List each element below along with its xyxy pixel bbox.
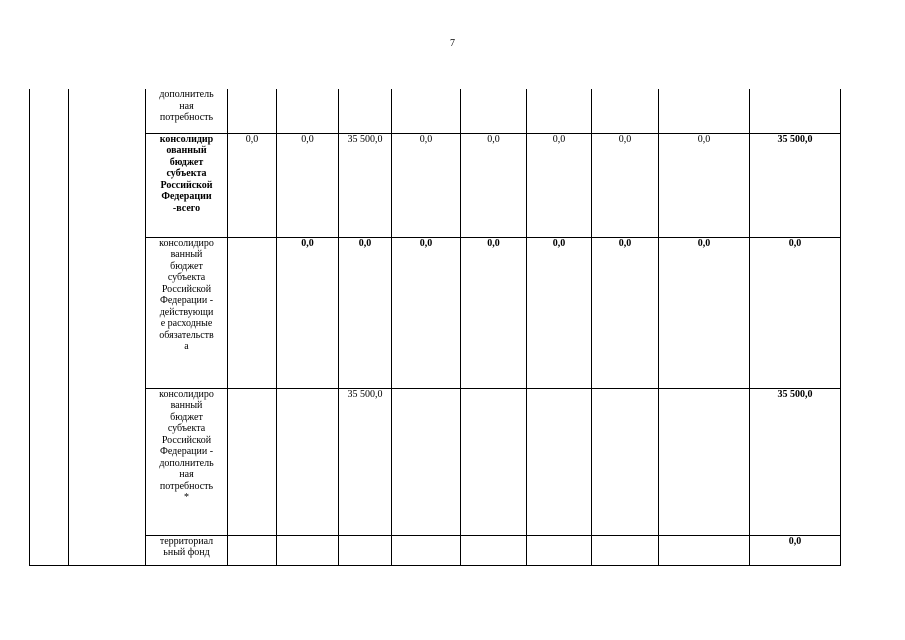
value-cell: 0,0	[461, 237, 527, 388]
value-cell	[461, 388, 527, 535]
value-cell	[659, 89, 750, 133]
value-cell	[228, 237, 277, 388]
label-line: потребность	[159, 480, 214, 492]
label-line: консолидиро	[159, 388, 214, 400]
label-line: *	[184, 492, 189, 503]
value-cell: 0,0	[659, 133, 750, 237]
row-label	[146, 133, 228, 237]
label-line: ьный фонд	[163, 547, 210, 558]
row-label	[146, 89, 228, 133]
value-cell	[527, 89, 592, 133]
value-cell: 0,0	[527, 237, 592, 388]
label-line: дополнитель	[159, 457, 214, 469]
value-cell: 0,0	[592, 237, 659, 388]
value-cell	[592, 89, 659, 133]
label-line: дополнитель	[159, 89, 214, 100]
value-cell	[527, 535, 592, 565]
table-row	[30, 535, 841, 565]
label-line: Российской	[161, 283, 212, 295]
table-cell-empty	[69, 388, 146, 535]
label-line: Российской	[161, 434, 212, 446]
value-cell	[392, 388, 461, 535]
table-cell-empty	[30, 237, 69, 388]
value-cell	[527, 388, 592, 535]
value-cell	[228, 535, 277, 565]
label-line: потребность	[159, 112, 214, 123]
label-line: Федерации	[161, 191, 212, 202]
value-cell	[592, 535, 659, 565]
total-cell: 35 500,0	[750, 133, 841, 237]
label-line: консолидиро	[159, 237, 214, 249]
total-cell	[750, 89, 841, 133]
label-line: бюджет	[170, 411, 203, 423]
label-line: ванный	[170, 400, 203, 411]
table-cell-empty	[69, 535, 146, 565]
value-cell	[659, 535, 750, 565]
page-number: 7	[450, 38, 455, 49]
row-label	[146, 388, 228, 535]
label-line: Российской	[160, 179, 213, 191]
value-cell: 0,0	[592, 133, 659, 237]
table-row	[30, 89, 841, 133]
table-row	[30, 237, 841, 388]
value-cell	[228, 388, 277, 535]
label-line: субъекта	[167, 272, 206, 283]
value-cell	[339, 535, 392, 565]
label-line: бюджет	[169, 156, 204, 168]
value-cell: 0,0	[659, 237, 750, 388]
table-cell-empty	[30, 535, 69, 565]
value-cell	[461, 535, 527, 565]
label-line: ванный	[170, 249, 203, 260]
value-cell	[277, 535, 339, 565]
value-cell: 0,0	[461, 133, 527, 237]
label-line: -всего	[172, 202, 201, 214]
label-line: субъекта	[167, 423, 206, 434]
table-cell-empty	[69, 237, 146, 388]
table-row	[30, 133, 841, 237]
value-cell: 0,0	[339, 237, 392, 388]
value-cell	[392, 535, 461, 565]
label-line: а	[184, 341, 189, 352]
value-cell: 0,0	[392, 237, 461, 388]
row-label	[146, 237, 228, 388]
label-line: обязательств	[159, 329, 214, 341]
total-cell: 0,0	[750, 237, 841, 388]
value-cell: 0,0	[392, 133, 461, 237]
value-cell: 35 500,0	[339, 133, 392, 237]
label-line: субъекта	[166, 168, 207, 179]
value-cell	[277, 388, 339, 535]
table-cell-empty	[69, 89, 146, 133]
label-line: Федерации -	[159, 295, 214, 306]
value-cell	[592, 388, 659, 535]
label-line: е расходные	[160, 318, 213, 329]
label-line: действующи	[159, 306, 214, 318]
value-cell	[228, 89, 277, 133]
row-label	[146, 535, 228, 565]
label-line: ная	[179, 469, 194, 480]
table-cell-empty	[30, 388, 69, 535]
budget-table	[29, 89, 841, 566]
value-cell: 0,0	[277, 237, 339, 388]
table-cell-empty	[30, 133, 69, 237]
total-cell: 35 500,0	[750, 388, 841, 535]
table-cell-empty	[69, 133, 146, 237]
value-cell	[392, 89, 461, 133]
value-cell	[461, 89, 527, 133]
value-cell	[659, 388, 750, 535]
table-cell-empty	[30, 89, 69, 133]
label-line: консолидир	[159, 133, 214, 145]
table-row	[30, 388, 841, 535]
value-cell: 35 500,0	[339, 388, 392, 535]
label-line: бюджет	[170, 260, 203, 272]
total-cell: 0,0	[750, 535, 841, 565]
value-cell	[277, 89, 339, 133]
label-line: ная	[179, 100, 194, 112]
value-cell: 0,0	[228, 133, 277, 237]
label-line: территориал	[159, 535, 214, 547]
label-line: ованный	[166, 145, 207, 156]
value-cell: 0,0	[527, 133, 592, 237]
value-cell	[339, 89, 392, 133]
label-line: Федерации -	[159, 446, 214, 457]
value-cell: 0,0	[277, 133, 339, 237]
